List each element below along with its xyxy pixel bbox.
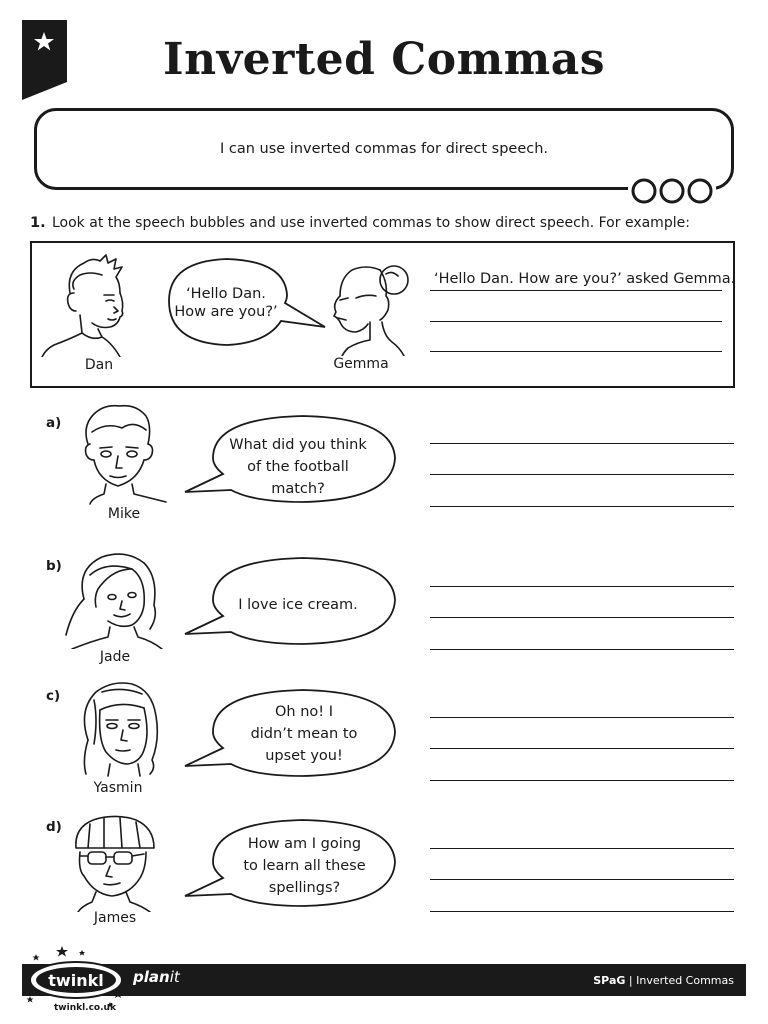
- item-c-bubble-line-3: upset you!: [265, 748, 343, 764]
- item-a-letter: a): [46, 415, 62, 431]
- item-d-bubble-line-1: How am I going: [247, 836, 362, 852]
- dan-portrait-icon: [40, 253, 140, 357]
- item-c-bubble-line-1: Oh no! I: [275, 704, 333, 720]
- plan-text: plan: [133, 968, 170, 986]
- example-listener-name: Gemma: [333, 356, 389, 372]
- footer-subject-label: SPaG: [593, 974, 626, 987]
- item-d-letter: d): [46, 819, 62, 835]
- footer-topic: Inverted Commas: [636, 974, 734, 987]
- example-speaker-name: Dan: [84, 357, 114, 373]
- objective-text: I can use inverted commas for direct speech.: [219, 141, 549, 157]
- answer-line[interactable]: [430, 717, 734, 718]
- item-c-letter: c): [46, 688, 61, 704]
- item-c-name: Yasmin: [93, 780, 143, 796]
- it-text: it: [169, 968, 180, 986]
- item-a-name: Mike: [107, 506, 141, 522]
- answer-line[interactable]: [430, 290, 722, 291]
- item-a-bubble-line-2: of the football: [247, 459, 349, 475]
- footer-subject: [593, 974, 734, 987]
- answer-line[interactable]: [430, 474, 734, 475]
- yasmin-portrait-icon: [72, 680, 166, 780]
- answer-line[interactable]: [430, 848, 734, 849]
- answer-line[interactable]: [430, 586, 734, 587]
- item-d-bubble-line-2: to learn all these: [243, 858, 366, 874]
- mike-portrait-icon: [76, 404, 170, 506]
- answer-line[interactable]: [430, 748, 734, 749]
- jade-portrait-icon: [62, 549, 168, 649]
- example-answer-text: ‘Hello Dan. How are you?’ asked Gemma.: [434, 271, 736, 287]
- answer-line[interactable]: [430, 506, 734, 507]
- footer-separator: |: [628, 974, 633, 987]
- planit-logo: [133, 968, 180, 986]
- item-b-name: Jade: [99, 649, 131, 665]
- example-bubble-line-1: ‘Hello Dan.: [186, 286, 266, 302]
- question-text: Look at the speech bubbles and use inverted commas to show direct speech. For example:: [52, 215, 690, 231]
- example-bubble-line-2: How are you?’: [174, 304, 278, 320]
- gemma-portrait-icon: [326, 256, 416, 356]
- twinkl-url: twinkl.co.uk: [54, 1003, 116, 1013]
- item-b-bubble-line-1: I love ice cream.: [238, 597, 358, 613]
- james-portrait-icon: [70, 814, 160, 912]
- item-d-name: James: [93, 910, 137, 926]
- item-b-letter: b): [46, 558, 62, 574]
- question-number: 1.: [30, 215, 46, 231]
- rings-decoration-icon: [628, 178, 716, 204]
- answer-line[interactable]: [430, 780, 734, 781]
- answer-line[interactable]: [430, 617, 734, 618]
- page-title: Inverted Commas: [163, 34, 605, 85]
- answer-line[interactable]: [430, 911, 734, 912]
- answer-line[interactable]: [430, 879, 734, 880]
- item-c-bubble-line-2: didn’t mean to: [250, 726, 358, 742]
- answer-line[interactable]: [430, 649, 734, 650]
- item-a-bubble-line-1: What did you think: [229, 437, 367, 453]
- twinkl-logo-text: twinkl: [48, 971, 104, 990]
- answer-line[interactable]: [430, 443, 734, 444]
- item-a-bubble-line-3: match?: [271, 481, 325, 497]
- item-d-bubble-line-3: spellings?: [268, 880, 341, 896]
- answer-line[interactable]: [430, 351, 722, 352]
- answer-line[interactable]: [430, 321, 722, 322]
